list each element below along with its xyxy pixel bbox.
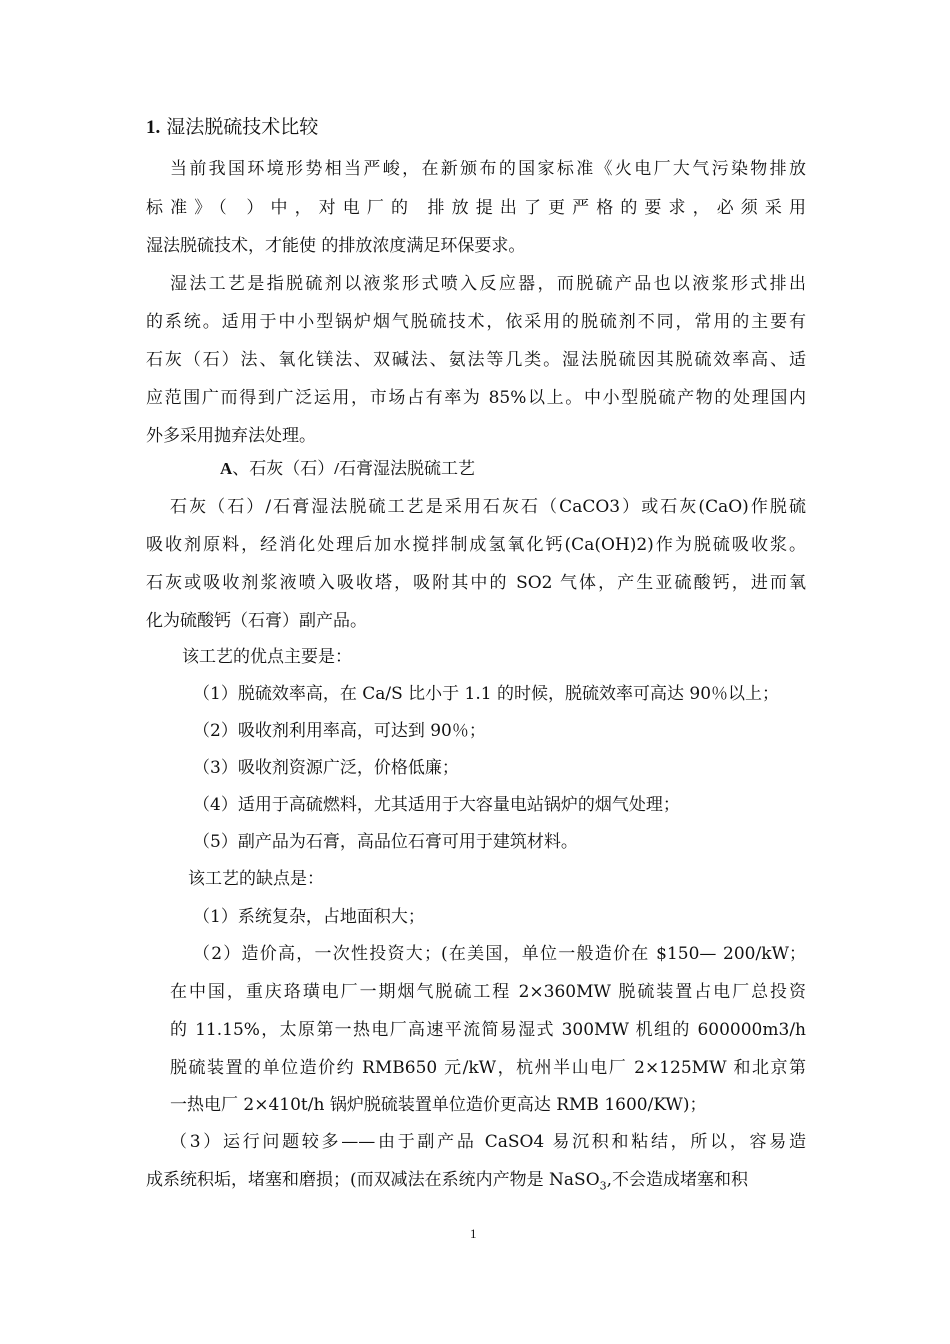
intro-line-2: 标准》（ ）中，对电厂的 排放提出了更严格的要求，必须采用: [146, 198, 806, 218]
disadvantage-item-1: （1）系统复杂，占地面积大；: [193, 907, 425, 927]
disadvantage-item-3-line-2: [146, 1169, 748, 1197]
advantage-item-4: （4）适用于高硫燃料，尤其适用于大容量电站锅炉的烟气处理；: [193, 795, 680, 815]
section-title: [146, 116, 318, 139]
item3-line2-pre: 成系统积垢，堵塞和磨损；(而双减法在系统内产物是 NaSO: [146, 1170, 600, 1190]
a-body-line-4: 化为硫酸钙（石膏）副产品。: [146, 611, 367, 631]
wet-line-4: 应范围广而得到广泛运用，市场占有率为 85%以上。中小型脱硫产物的处理国内: [146, 388, 806, 408]
disadvantage-item-2-line-4: 脱硫装置的单位造价约 RMB650 元/kW，杭州半山电厂 2×125MW 和北京第: [170, 1058, 806, 1078]
section-a-heading: [220, 458, 475, 480]
disadvantage-item-3-line-1: （3）运行问题较多——由于副产品 CaSO4 易沉积和粘结，所以，容易造: [170, 1132, 806, 1152]
disadvantage-item-2-line-2: 在中国，重庆珞璜电厂一期烟气脱硫工程 2×360MW 脱硫装置占电厂总投资: [170, 982, 806, 1002]
item3-line2-subscript: 3: [599, 1179, 607, 1193]
disadvantage-item-2-line-1: （2）造价高，一次性投资大；(在美国，单位一般造价在 $150— 200/kW；: [193, 944, 806, 964]
section-number: 1.: [146, 117, 161, 138]
advantage-item-3: （3）吸收剂资源广泛，价格低廉；: [193, 758, 459, 778]
item3-line2-post: ,不会造成堵塞和积: [606, 1170, 749, 1190]
section-a-letter: A: [220, 459, 233, 478]
page-number: 1: [470, 1226, 477, 1241]
a-body-line-2: 吸收剂原料，经消化处理后加水搅拌制成氢氧化钙(Ca(OH)2)作为脱硫吸收浆。: [146, 535, 806, 555]
section-a-sep: 、石灰（石）: [232, 459, 335, 479]
wet-line-5: 外多采用抛弃法处理。: [146, 426, 316, 446]
a-body-line-3: 石灰或吸收剂浆液喷入吸收塔，吸附其中的 SO2 气体，产生亚硫酸钙，进而氧: [146, 573, 806, 593]
wet-line-1: 湿法工艺是指脱硫剂以液浆形式喷入反应器，而脱硫产品也以液浆形式排出: [170, 274, 806, 294]
disadvantage-item-2-line-5: 一热电厂 2×410t/h 锅炉脱硫装置单位造价更高达 RMB 1600/KW)；: [170, 1095, 707, 1115]
disadvantage-item-2-line-3: 的 11.15%，太原第一热电厂高速平流简易湿式 300MW 机组的 600000m3/h: [170, 1020, 806, 1040]
wet-line-2: 的系统。适用于中小型锅炉烟气脱硫技术，依采用的脱硫剂不同，常用的主要有: [146, 312, 806, 332]
advantage-item-5: （5）副产品为石膏，高品位石膏可用于建筑材料。: [193, 832, 578, 852]
intro-line-3: 湿法脱硫技术，才能使 的排放浓度满足环保要求。: [146, 236, 526, 256]
wet-line-3: 石灰（石）法、氧化镁法、双碱法、氨法等几类。湿法脱硫因其脱硫效率高、适: [146, 350, 806, 370]
section-a-slash: /: [334, 459, 340, 478]
section-title-text: 湿法脱硫技术比较: [166, 116, 319, 138]
advantage-item-2: （2）吸收剂利用率高，可达到 90％；: [193, 721, 486, 741]
a-body-line-1: 石灰（石）/石膏湿法脱硫工艺是采用石灰石（CaCO3）或石灰(CaO)作脱硫: [170, 497, 806, 517]
intro-line-1: 当前我国环境形势相当严峻，在新颁布的国家标准《火电厂大气污染物排放: [170, 159, 806, 179]
section-a-rest: 石膏湿法脱硫工艺: [339, 459, 476, 479]
advantages-heading: 该工艺的优点主要是：: [182, 647, 352, 667]
disadvantages-heading: 该工艺的缺点是：: [188, 869, 324, 889]
advantage-item-1: （1）脱硫效率高，在 Ca/S 比小于 1.1 的时候，脱硫效率可高达 90％以上；: [193, 684, 780, 704]
